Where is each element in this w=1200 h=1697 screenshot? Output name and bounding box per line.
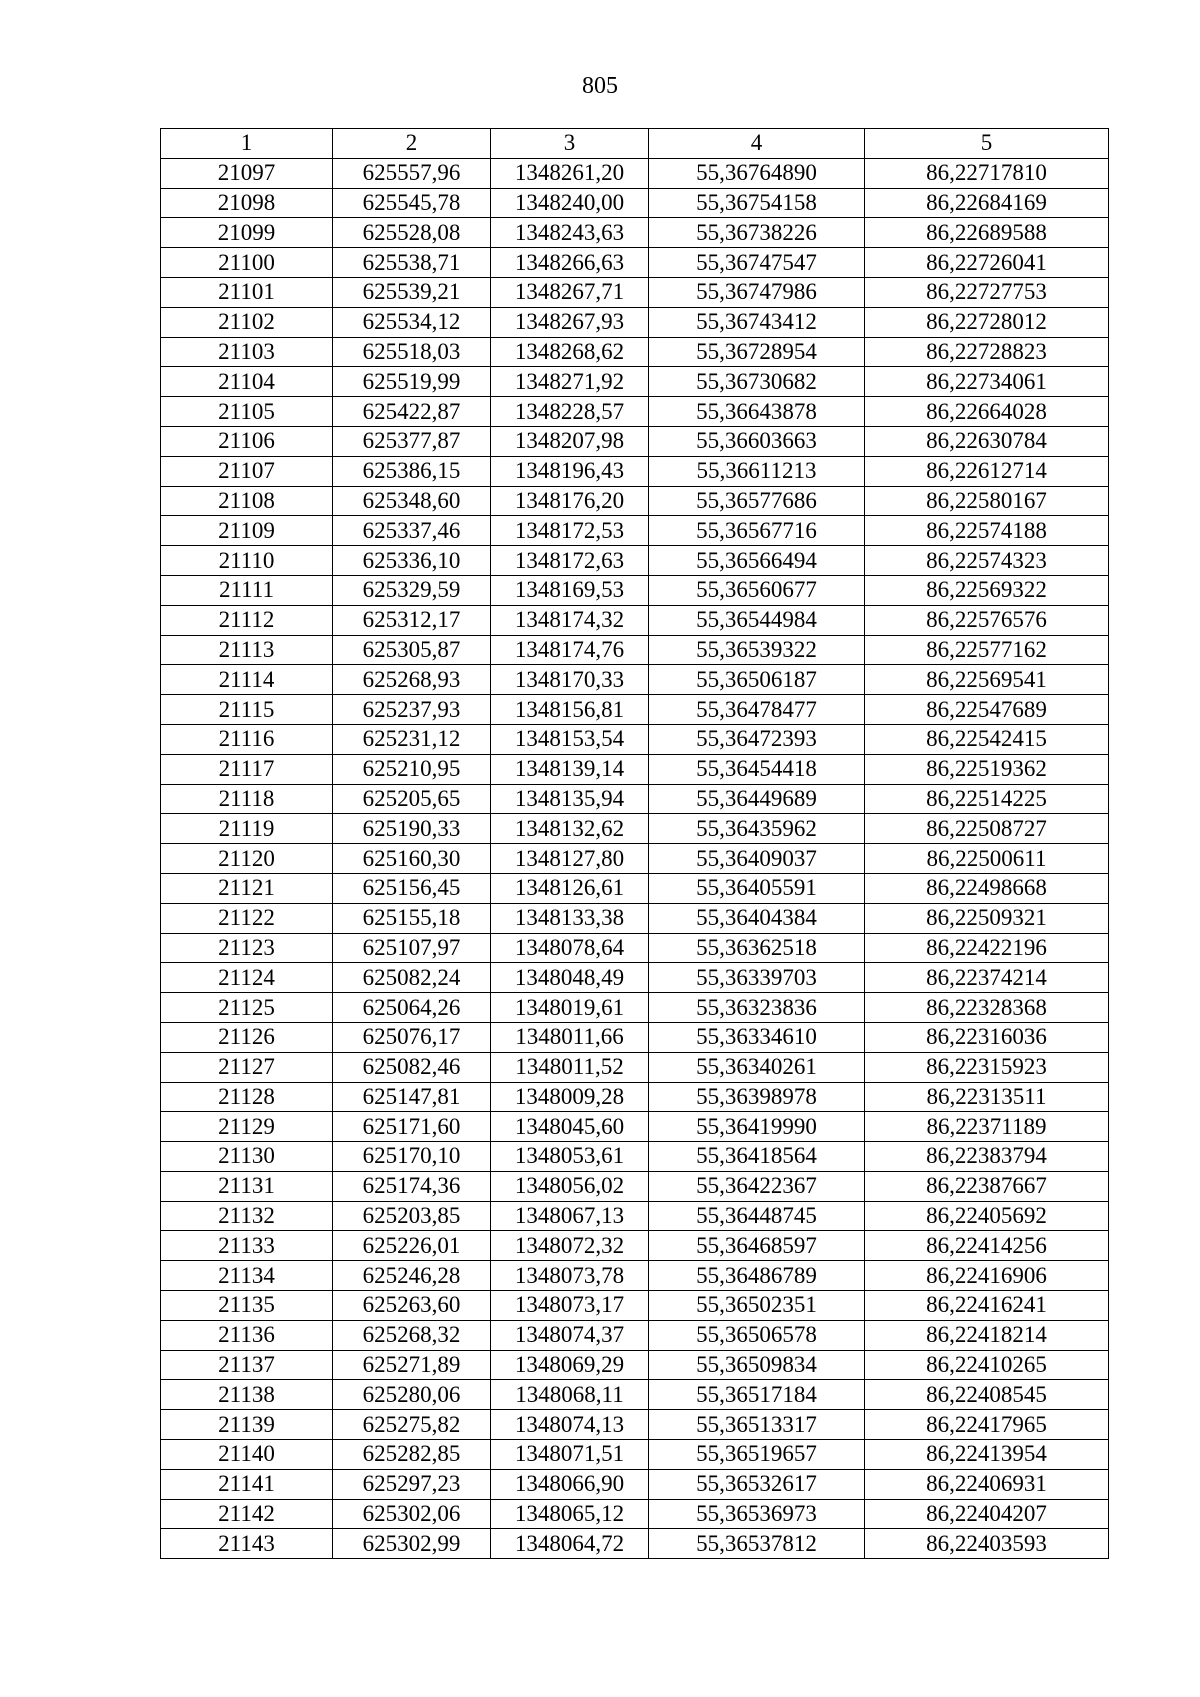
table-cell: 86,22728823 xyxy=(865,337,1109,367)
table-cell: 21139 xyxy=(161,1410,333,1440)
table-cell: 21115 xyxy=(161,695,333,725)
table-cell: 1348069,29 xyxy=(491,1350,649,1380)
table-cell: 625305,87 xyxy=(333,635,491,665)
table-row xyxy=(161,1380,1109,1410)
table-cell: 55,36454418 xyxy=(649,754,865,784)
table-row xyxy=(161,993,1109,1023)
table-cell: 55,36435962 xyxy=(649,814,865,844)
table-cell: 1348243,63 xyxy=(491,218,649,248)
table-cell: 1348174,32 xyxy=(491,605,649,635)
table-row xyxy=(161,337,1109,367)
table-row xyxy=(161,665,1109,695)
table-cell: 55,36419990 xyxy=(649,1112,865,1142)
table-cell: 625263,60 xyxy=(333,1291,491,1321)
table-cell: 55,36398978 xyxy=(649,1082,865,1112)
table-cell: 21111 xyxy=(161,575,333,605)
table-cell: 55,36340261 xyxy=(649,1052,865,1082)
table-row xyxy=(161,724,1109,754)
table-cell: 625237,93 xyxy=(333,695,491,725)
table-cell: 21126 xyxy=(161,1022,333,1052)
table-cell: 1348074,13 xyxy=(491,1410,649,1440)
table-cell: 21107 xyxy=(161,456,333,486)
table-cell: 625534,12 xyxy=(333,307,491,337)
table-cell: 86,22408545 xyxy=(865,1380,1109,1410)
table-cell: 86,22403593 xyxy=(865,1529,1109,1559)
table-cell: 55,36566494 xyxy=(649,546,865,576)
table-cell: 21138 xyxy=(161,1380,333,1410)
table-cell: 55,36323836 xyxy=(649,993,865,1023)
table-row xyxy=(161,397,1109,427)
table-cell: 1348135,94 xyxy=(491,784,649,814)
table-cell: 21113 xyxy=(161,635,333,665)
table-cell: 55,36513317 xyxy=(649,1410,865,1440)
table-cell: 1348074,37 xyxy=(491,1320,649,1350)
table-cell: 55,36404384 xyxy=(649,903,865,933)
table-cell: 625155,18 xyxy=(333,903,491,933)
table-cell: 86,22547689 xyxy=(865,695,1109,725)
table-cell: 1348240,00 xyxy=(491,188,649,218)
table-cell: 21124 xyxy=(161,963,333,993)
table-cell: 21137 xyxy=(161,1350,333,1380)
table-cell: 55,36478477 xyxy=(649,695,865,725)
table-cell: 55,36754158 xyxy=(649,188,865,218)
table-cell: 1348053,61 xyxy=(491,1142,649,1172)
table-cell: 86,22509321 xyxy=(865,903,1109,933)
table-cell: 1348048,49 xyxy=(491,963,649,993)
table-cell: 1348139,14 xyxy=(491,754,649,784)
table-row xyxy=(161,784,1109,814)
table-cell: 86,22569322 xyxy=(865,575,1109,605)
table-cell: 1348073,78 xyxy=(491,1261,649,1291)
table-cell: 86,22574188 xyxy=(865,516,1109,546)
table-row xyxy=(161,1499,1109,1529)
table-row xyxy=(161,635,1109,665)
table-cell: 625538,71 xyxy=(333,248,491,278)
table-cell: 55,36519657 xyxy=(649,1440,865,1470)
table-cell: 21118 xyxy=(161,784,333,814)
header-row xyxy=(161,129,1109,159)
table-row xyxy=(161,1112,1109,1142)
table-cell: 625329,59 xyxy=(333,575,491,605)
table-cell: 86,22405692 xyxy=(865,1201,1109,1231)
table-cell: 21121 xyxy=(161,873,333,903)
table-cell: 625268,32 xyxy=(333,1320,491,1350)
table-cell: 86,22422196 xyxy=(865,933,1109,963)
table-cell: 1348073,17 xyxy=(491,1291,649,1321)
table-cell: 1348127,80 xyxy=(491,844,649,874)
table-cell: 21098 xyxy=(161,188,333,218)
table-cell: 21142 xyxy=(161,1499,333,1529)
table-cell: 1348267,93 xyxy=(491,307,649,337)
table-cell: 21123 xyxy=(161,933,333,963)
table-cell: 21127 xyxy=(161,1052,333,1082)
table-cell: 625082,46 xyxy=(333,1052,491,1082)
table-cell: 625170,10 xyxy=(333,1142,491,1172)
table-cell: 55,36509834 xyxy=(649,1350,865,1380)
table-row xyxy=(161,754,1109,784)
table-cell: 55,36743412 xyxy=(649,307,865,337)
table-cell: 1348011,66 xyxy=(491,1022,649,1052)
column-header: 2 xyxy=(333,129,491,159)
table-cell: 86,22416241 xyxy=(865,1291,1109,1321)
table-cell: 86,22727753 xyxy=(865,277,1109,307)
table-cell: 86,22500611 xyxy=(865,844,1109,874)
table-cell: 1348071,51 xyxy=(491,1440,649,1470)
table-cell: 86,22689588 xyxy=(865,218,1109,248)
table-cell: 86,22313511 xyxy=(865,1082,1109,1112)
column-header: 4 xyxy=(649,129,865,159)
table-cell: 86,22728012 xyxy=(865,307,1109,337)
table-cell: 625190,33 xyxy=(333,814,491,844)
table-cell: 21103 xyxy=(161,337,333,367)
table-cell: 21130 xyxy=(161,1142,333,1172)
table-row xyxy=(161,1291,1109,1321)
table-row xyxy=(161,1142,1109,1172)
page-number: 805 xyxy=(582,73,618,99)
table-cell: 1348132,62 xyxy=(491,814,649,844)
table-cell: 55,36764890 xyxy=(649,158,865,188)
table-row xyxy=(161,1350,1109,1380)
table-cell: 1348067,13 xyxy=(491,1201,649,1231)
table-cell: 625076,17 xyxy=(333,1022,491,1052)
table-cell: 1348009,28 xyxy=(491,1082,649,1112)
table-cell: 21112 xyxy=(161,605,333,635)
table-cell: 625210,95 xyxy=(333,754,491,784)
table-cell: 86,22577162 xyxy=(865,635,1109,665)
table-cell: 1348228,57 xyxy=(491,397,649,427)
table-cell: 21132 xyxy=(161,1201,333,1231)
table-cell: 86,22413954 xyxy=(865,1440,1109,1470)
table-cell: 86,22315923 xyxy=(865,1052,1109,1082)
table-cell: 55,36339703 xyxy=(649,963,865,993)
table-cell: 21106 xyxy=(161,426,333,456)
table-cell: 1348126,61 xyxy=(491,873,649,903)
table-row xyxy=(161,1171,1109,1201)
table-cell: 1348011,52 xyxy=(491,1052,649,1082)
table-cell: 55,36536973 xyxy=(649,1499,865,1529)
table-cell: 21109 xyxy=(161,516,333,546)
table-cell: 1348170,33 xyxy=(491,665,649,695)
table-cell: 625147,81 xyxy=(333,1082,491,1112)
table-cell: 625519,99 xyxy=(333,367,491,397)
table-cell: 625337,46 xyxy=(333,516,491,546)
table-cell: 55,36537812 xyxy=(649,1529,865,1559)
table-cell: 21131 xyxy=(161,1171,333,1201)
table-cell: 625386,15 xyxy=(333,456,491,486)
table-cell: 1348064,72 xyxy=(491,1529,649,1559)
table-cell: 625518,03 xyxy=(333,337,491,367)
table-cell: 1348261,20 xyxy=(491,158,649,188)
table-cell: 86,22383794 xyxy=(865,1142,1109,1172)
table-row xyxy=(161,188,1109,218)
table-cell: 86,22417965 xyxy=(865,1410,1109,1440)
table-cell: 86,22514225 xyxy=(865,784,1109,814)
table-row xyxy=(161,1231,1109,1261)
table-cell: 1348266,63 xyxy=(491,248,649,278)
column-header: 3 xyxy=(491,129,649,159)
table-cell: 21110 xyxy=(161,546,333,576)
table-cell: 1348207,98 xyxy=(491,426,649,456)
table-cell: 21117 xyxy=(161,754,333,784)
table-row xyxy=(161,277,1109,307)
table-cell: 21128 xyxy=(161,1082,333,1112)
table-cell: 86,22519362 xyxy=(865,754,1109,784)
table-cell: 1348056,02 xyxy=(491,1171,649,1201)
table-cell: 625160,30 xyxy=(333,844,491,874)
table-cell: 1348065,12 xyxy=(491,1499,649,1529)
table-row xyxy=(161,1261,1109,1291)
table-cell: 86,22612714 xyxy=(865,456,1109,486)
table-cell: 1348072,32 xyxy=(491,1231,649,1261)
table-row xyxy=(161,844,1109,874)
table-cell: 86,22574323 xyxy=(865,546,1109,576)
table-cell: 55,36486789 xyxy=(649,1261,865,1291)
table-cell: 625528,08 xyxy=(333,218,491,248)
table-cell: 86,22630784 xyxy=(865,426,1109,456)
table-cell: 21101 xyxy=(161,277,333,307)
table-cell: 55,36560677 xyxy=(649,575,865,605)
table-row xyxy=(161,963,1109,993)
table-row xyxy=(161,307,1109,337)
table-row xyxy=(161,367,1109,397)
table-cell: 55,36409037 xyxy=(649,844,865,874)
table-cell: 86,22416906 xyxy=(865,1261,1109,1291)
table-cell: 625082,24 xyxy=(333,963,491,993)
table-cell: 625336,10 xyxy=(333,546,491,576)
table-cell: 55,36567716 xyxy=(649,516,865,546)
table-cell: 1348019,61 xyxy=(491,993,649,1023)
table-cell: 55,36728954 xyxy=(649,337,865,367)
table-cell: 21120 xyxy=(161,844,333,874)
table-cell: 1348133,38 xyxy=(491,903,649,933)
table-cell: 625539,21 xyxy=(333,277,491,307)
table-cell: 625282,85 xyxy=(333,1440,491,1470)
coordinates-table xyxy=(160,128,1109,1559)
table-cell: 86,22508727 xyxy=(865,814,1109,844)
table-cell: 55,36362518 xyxy=(649,933,865,963)
table-cell: 625064,26 xyxy=(333,993,491,1023)
table-cell: 55,36517184 xyxy=(649,1380,865,1410)
table-row xyxy=(161,1529,1109,1559)
table-row xyxy=(161,575,1109,605)
table-cell: 21104 xyxy=(161,367,333,397)
table-cell: 55,36418564 xyxy=(649,1142,865,1172)
table-cell: 21134 xyxy=(161,1261,333,1291)
table-cell: 55,36747986 xyxy=(649,277,865,307)
table-cell: 86,22734061 xyxy=(865,367,1109,397)
table-cell: 21116 xyxy=(161,724,333,754)
table-cell: 86,22576576 xyxy=(865,605,1109,635)
table-cell: 1348267,71 xyxy=(491,277,649,307)
table-cell: 21136 xyxy=(161,1320,333,1350)
table-row xyxy=(161,1410,1109,1440)
table-row xyxy=(161,426,1109,456)
table-cell: 21105 xyxy=(161,397,333,427)
table-row xyxy=(161,1022,1109,1052)
table-cell: 1348169,53 xyxy=(491,575,649,605)
table-cell: 86,22717810 xyxy=(865,158,1109,188)
table-cell: 625422,87 xyxy=(333,397,491,427)
table-cell: 1348156,81 xyxy=(491,695,649,725)
table-cell: 625557,96 xyxy=(333,158,491,188)
table-row xyxy=(161,814,1109,844)
table-cell: 21133 xyxy=(161,1231,333,1261)
table-cell: 86,22726041 xyxy=(865,248,1109,278)
table-cell: 55,36468597 xyxy=(649,1231,865,1261)
table-cell: 21119 xyxy=(161,814,333,844)
table-cell: 625156,45 xyxy=(333,873,491,903)
table-cell: 86,22580167 xyxy=(865,486,1109,516)
table-cell: 625302,06 xyxy=(333,1499,491,1529)
table-cell: 1348078,64 xyxy=(491,933,649,963)
table-row xyxy=(161,903,1109,933)
table-cell: 21141 xyxy=(161,1469,333,1499)
table-cell: 86,22684169 xyxy=(865,188,1109,218)
table-cell: 625275,82 xyxy=(333,1410,491,1440)
table-header xyxy=(161,129,1109,159)
table-cell: 55,36738226 xyxy=(649,218,865,248)
table-cell: 86,22374214 xyxy=(865,963,1109,993)
column-header: 1 xyxy=(161,129,333,159)
table-cell: 625107,97 xyxy=(333,933,491,963)
table-cell: 86,22498668 xyxy=(865,873,1109,903)
table-cell: 55,36506578 xyxy=(649,1320,865,1350)
table-cell: 86,22387667 xyxy=(865,1171,1109,1201)
table-row xyxy=(161,546,1109,576)
table-cell: 625205,65 xyxy=(333,784,491,814)
table-cell: 625312,17 xyxy=(333,605,491,635)
table-row xyxy=(161,1082,1109,1112)
table-row xyxy=(161,516,1109,546)
table-row xyxy=(161,605,1109,635)
table-cell: 1348271,92 xyxy=(491,367,649,397)
table-cell: 21099 xyxy=(161,218,333,248)
table-cell: 55,36539322 xyxy=(649,635,865,665)
table-cell: 55,36449689 xyxy=(649,784,865,814)
table-cell: 86,22328368 xyxy=(865,993,1109,1023)
table-cell: 625171,60 xyxy=(333,1112,491,1142)
table-cell: 86,22542415 xyxy=(865,724,1109,754)
table-row xyxy=(161,933,1109,963)
table-cell: 625226,01 xyxy=(333,1231,491,1261)
table-cell: 1348268,62 xyxy=(491,337,649,367)
table-row xyxy=(161,1320,1109,1350)
table-cell: 625231,12 xyxy=(333,724,491,754)
table-cell: 55,36747547 xyxy=(649,248,865,278)
table-cell: 625268,93 xyxy=(333,665,491,695)
table-cell: 86,22418214 xyxy=(865,1320,1109,1350)
table-cell: 1348174,76 xyxy=(491,635,649,665)
table-cell: 21114 xyxy=(161,665,333,695)
table-cell: 1348196,43 xyxy=(491,456,649,486)
table-cell: 21100 xyxy=(161,248,333,278)
table-cell: 55,36448745 xyxy=(649,1201,865,1231)
table-cell: 625297,23 xyxy=(333,1469,491,1499)
table-cell: 55,36611213 xyxy=(649,456,865,486)
table-cell: 55,36334610 xyxy=(649,1022,865,1052)
table-cell: 55,36532617 xyxy=(649,1469,865,1499)
table-cell: 86,22414256 xyxy=(865,1231,1109,1261)
table-cell: 21122 xyxy=(161,903,333,933)
table-cell: 55,36643878 xyxy=(649,397,865,427)
table-row xyxy=(161,486,1109,516)
table-cell: 625302,99 xyxy=(333,1529,491,1559)
table-cell: 55,36603663 xyxy=(649,426,865,456)
table-cell: 55,36405591 xyxy=(649,873,865,903)
table-cell: 625280,06 xyxy=(333,1380,491,1410)
table-row xyxy=(161,873,1109,903)
table-cell: 1348066,90 xyxy=(491,1469,649,1499)
table-cell: 1348176,20 xyxy=(491,486,649,516)
table-cell: 21102 xyxy=(161,307,333,337)
table-cell: 21097 xyxy=(161,158,333,188)
table-cell: 625246,28 xyxy=(333,1261,491,1291)
table-cell: 55,36506187 xyxy=(649,665,865,695)
table-cell: 55,36577686 xyxy=(649,486,865,516)
table-row xyxy=(161,158,1109,188)
table-cell: 625174,36 xyxy=(333,1171,491,1201)
table-row xyxy=(161,248,1109,278)
table-cell: 625203,85 xyxy=(333,1201,491,1231)
table-cell: 1348045,60 xyxy=(491,1112,649,1142)
table-row xyxy=(161,456,1109,486)
table-cell: 86,22664028 xyxy=(865,397,1109,427)
table-cell: 1348172,63 xyxy=(491,546,649,576)
table-cell: 86,22410265 xyxy=(865,1350,1109,1380)
table-row xyxy=(161,1201,1109,1231)
table-cell: 86,22569541 xyxy=(865,665,1109,695)
table-cell: 1348068,11 xyxy=(491,1380,649,1410)
table-cell: 86,22371189 xyxy=(865,1112,1109,1142)
table-cell: 55,36730682 xyxy=(649,367,865,397)
table-cell: 625377,87 xyxy=(333,426,491,456)
table-row xyxy=(161,218,1109,248)
table-cell: 21129 xyxy=(161,1112,333,1142)
table-cell: 21108 xyxy=(161,486,333,516)
table-cell: 55,36422367 xyxy=(649,1171,865,1201)
table-cell: 86,22406931 xyxy=(865,1469,1109,1499)
table-cell: 625545,78 xyxy=(333,188,491,218)
table-cell: 86,22316036 xyxy=(865,1022,1109,1052)
table-cell: 21140 xyxy=(161,1440,333,1470)
table-body xyxy=(161,158,1109,1558)
table-row xyxy=(161,1440,1109,1470)
table-row xyxy=(161,695,1109,725)
table-cell: 55,36502351 xyxy=(649,1291,865,1321)
table-cell: 55,36544984 xyxy=(649,605,865,635)
table-cell: 625271,89 xyxy=(333,1350,491,1380)
table-cell: 21125 xyxy=(161,993,333,1023)
table-cell: 1348172,53 xyxy=(491,516,649,546)
table-cell: 21143 xyxy=(161,1529,333,1559)
table-cell: 21135 xyxy=(161,1291,333,1321)
table-cell: 625348,60 xyxy=(333,486,491,516)
table-row xyxy=(161,1052,1109,1082)
column-header: 5 xyxy=(865,129,1109,159)
table-cell: 86,22404207 xyxy=(865,1499,1109,1529)
table-cell: 55,36472393 xyxy=(649,724,865,754)
table-row xyxy=(161,1469,1109,1499)
table-cell: 1348153,54 xyxy=(491,724,649,754)
